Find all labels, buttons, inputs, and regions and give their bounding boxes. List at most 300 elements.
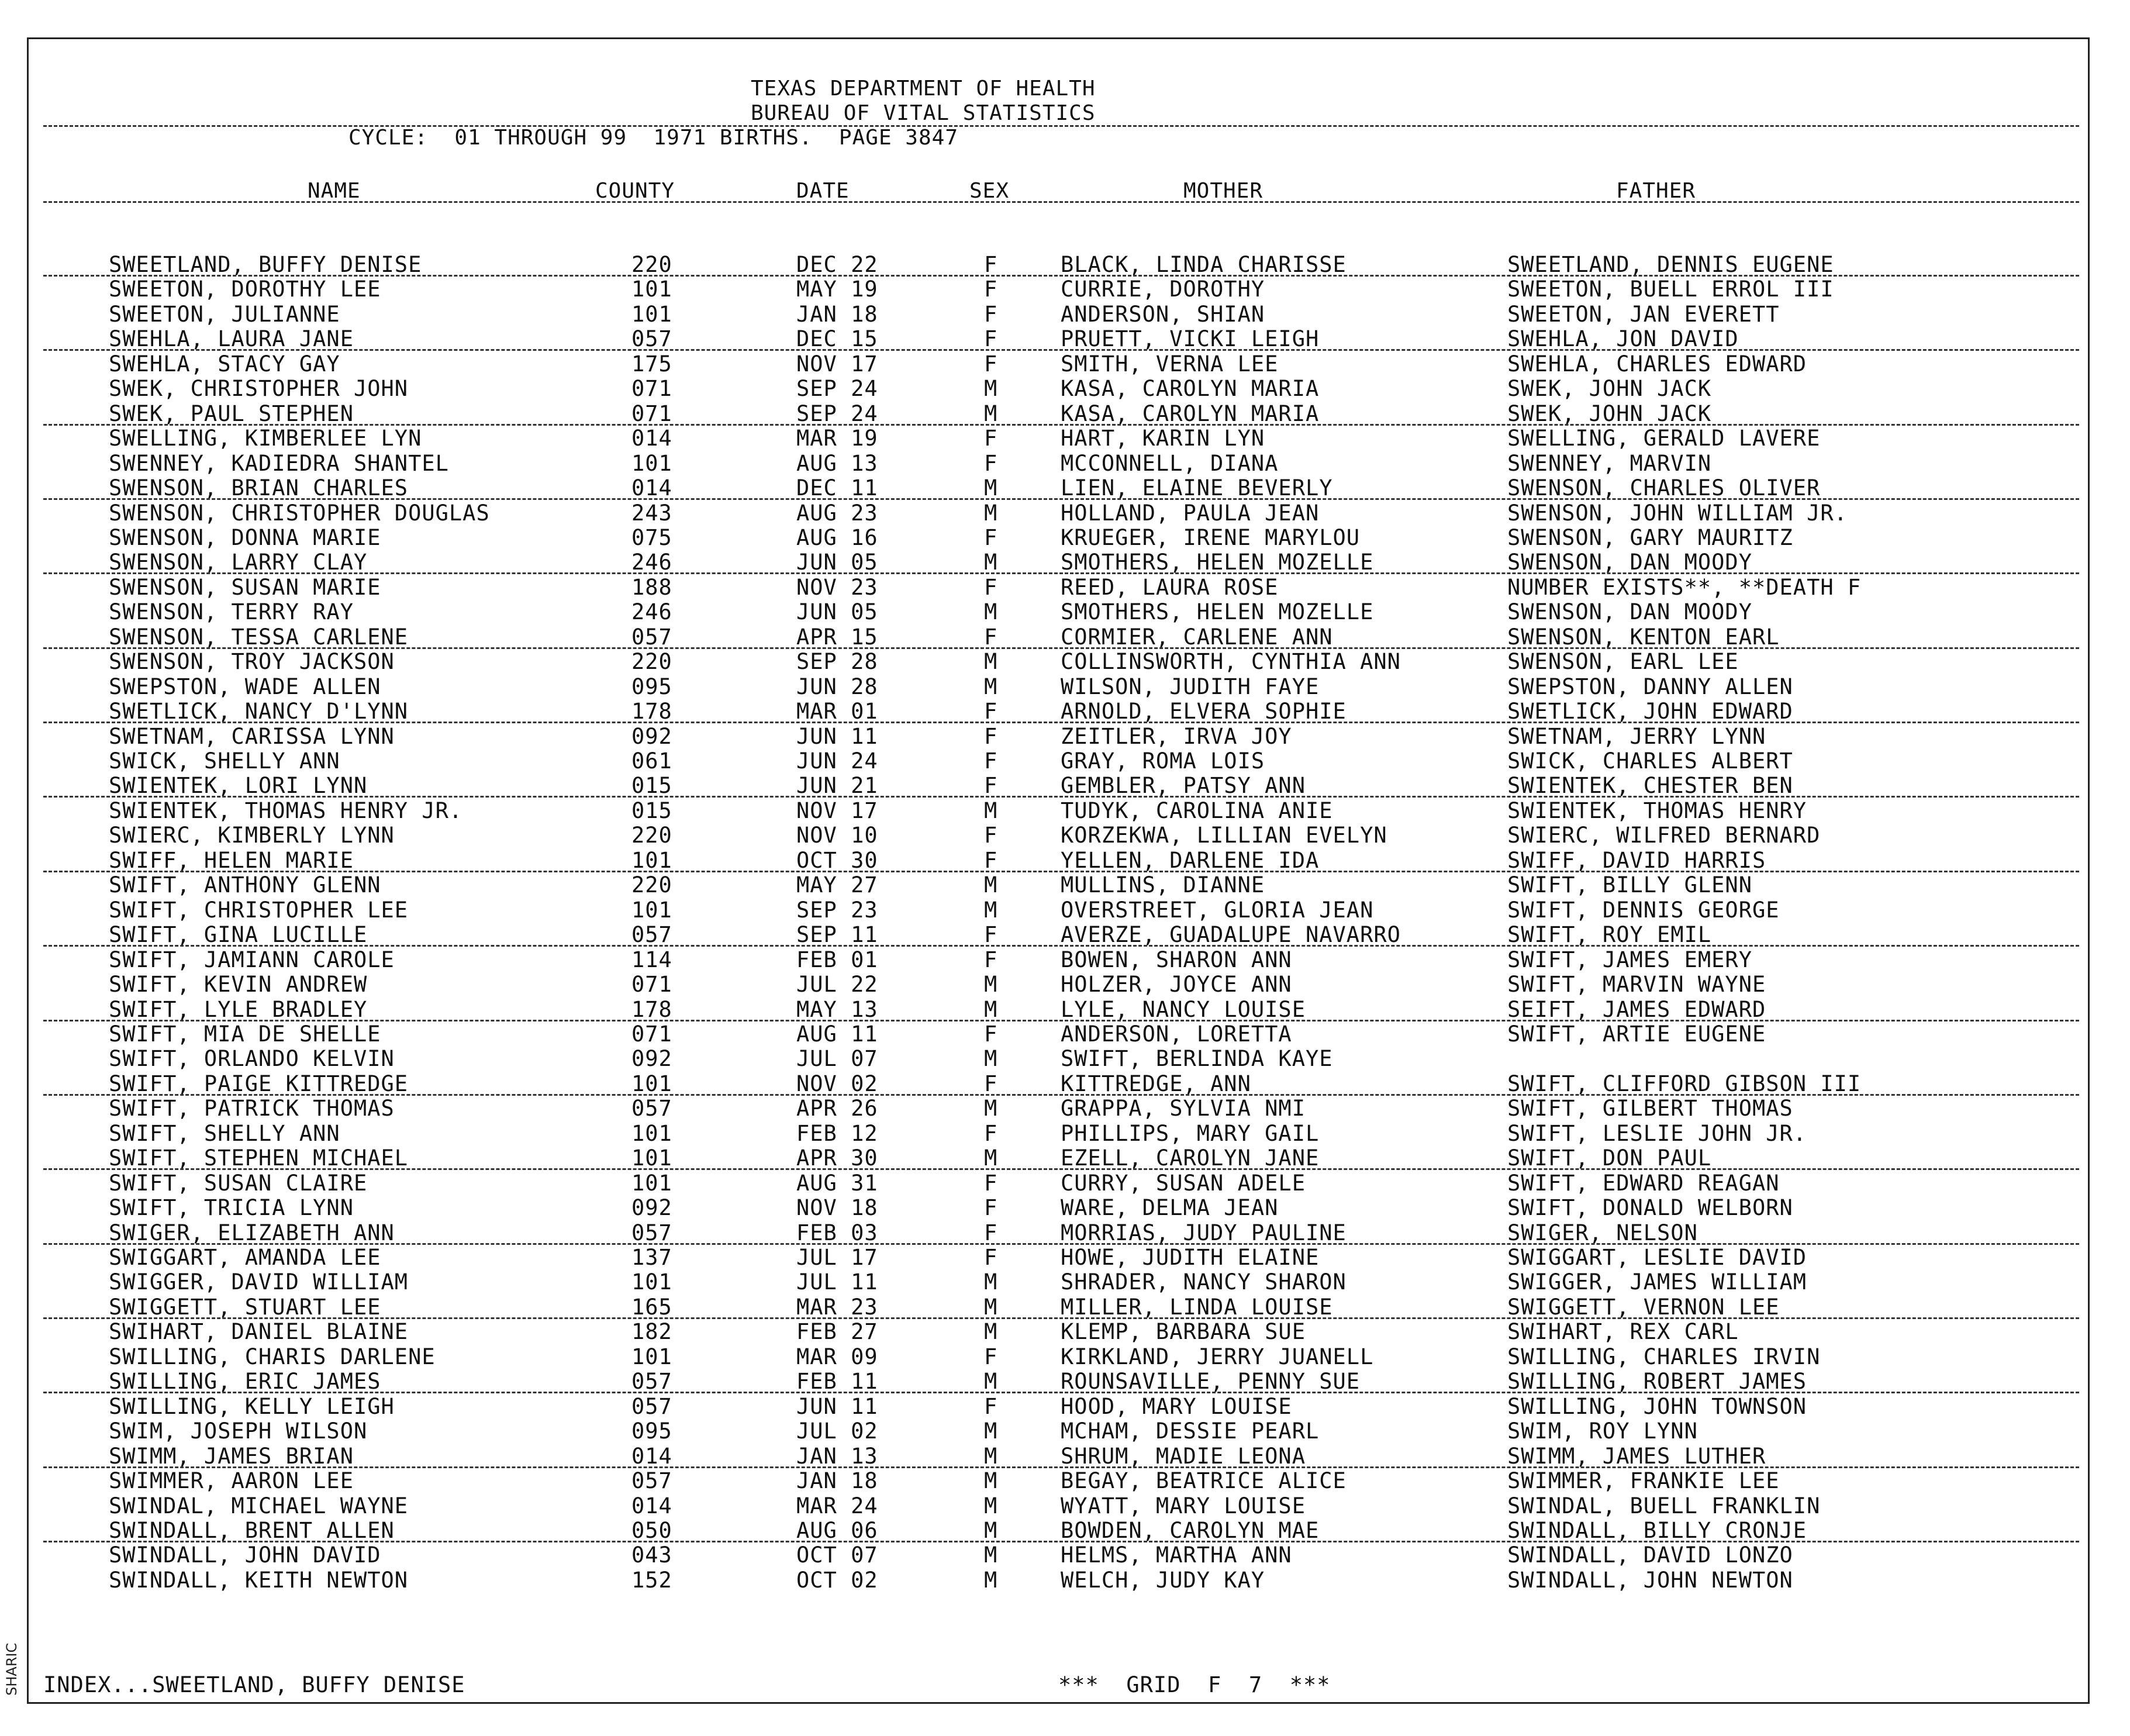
cell-father: SWENSON, GARY MAURITZ: [1507, 524, 1793, 550]
cell-mother: SWIFT, BERLINDA KAYE: [1061, 1046, 1333, 1072]
cell-father: SWILLING, CHARLES IRVIN: [1507, 1344, 1821, 1369]
cell-date: JUL 11: [796, 1269, 878, 1295]
row-rule: [43, 498, 2079, 500]
cell-county: 015: [631, 773, 672, 799]
cell-date: SEP 11: [796, 922, 878, 948]
cell-name: SWEHLA, LAURA JANE: [109, 326, 354, 352]
cell-mother: SMOTHERS, HELEN MOZELLE: [1061, 599, 1374, 625]
cell-date: DEC 11: [796, 475, 878, 501]
cell-date: FEB 03: [796, 1220, 878, 1245]
cell-mother: HART, KARIN LYN: [1061, 426, 1265, 451]
cell-county: 014: [631, 426, 672, 451]
cell-date: JUL 22: [796, 972, 878, 998]
cell-mother: AVERZE, GUADALUPE NAVARRO: [1061, 922, 1401, 948]
cell-date: JUN 21: [796, 773, 878, 799]
cell-sex: M: [984, 674, 998, 699]
cell-date: FEB 11: [796, 1369, 878, 1395]
cell-county: 043: [631, 1542, 672, 1568]
table-row: [0, 1171, 2130, 1196]
row-rule: [43, 349, 2079, 351]
cell-father: SWEHLA, CHARLES EDWARD: [1507, 351, 1807, 377]
cell-date: MAR 19: [796, 426, 878, 451]
column-header-name: NAME: [308, 179, 361, 203]
table-row: [0, 1121, 2130, 1146]
cell-father: SWIENTEK, THOMAS HENRY: [1507, 798, 1807, 823]
table-row: [0, 1395, 2130, 1419]
table-row: [0, 898, 2130, 923]
cell-county: 182: [631, 1319, 672, 1345]
table-row: [0, 327, 2130, 351]
cell-father: SWIFT, JAMES EMERY: [1507, 947, 1752, 972]
cell-name: SWENNEY, KADIEDRA SHANTEL: [109, 450, 449, 476]
cell-father: SWIFT, DON PAUL: [1507, 1145, 1712, 1171]
cell-name: SWIHART, DANIEL BLAINE: [109, 1319, 409, 1345]
cell-mother: ANDERSON, SHIAN: [1061, 301, 1265, 327]
cell-date: JUN 11: [796, 1393, 878, 1419]
cell-sex: M: [984, 798, 998, 823]
table-row: [0, 1022, 2130, 1047]
header-bureau: BUREAU OF VITAL STATISTICS: [751, 101, 1096, 125]
cell-name: SWIFT, GINA LUCILLE: [109, 922, 368, 948]
table-row: [0, 1047, 2130, 1071]
cell-county: 188: [631, 574, 672, 600]
cell-father: SWENSON, KENTON EARL: [1507, 624, 1780, 650]
cell-date: MAR 01: [796, 699, 878, 724]
cell-mother: WELCH, JUDY KAY: [1061, 1567, 1265, 1593]
table-row: [0, 675, 2130, 699]
cell-sex: F: [984, 1245, 998, 1270]
cell-date: FEB 12: [796, 1120, 878, 1146]
cell-father: SWENNEY, MARVIN: [1507, 450, 1712, 476]
cell-date: AUG 23: [796, 500, 878, 526]
table-row: [0, 625, 2130, 650]
cell-name: SWIFT, JAMIANN CAROLE: [109, 947, 395, 972]
cell-father: SWINDAL, BUELL FRANKLIN: [1507, 1493, 1821, 1518]
cell-name: SWEETLAND, BUFFY DENISE: [109, 252, 422, 277]
cell-name: SWIGGER, DAVID WILLIAM: [109, 1269, 409, 1295]
cell-mother: MULLINS, DIANNE: [1061, 872, 1265, 898]
cell-name: SWEK, CHRISTOPHER JOHN: [109, 376, 409, 402]
cell-mother: CURRY, SUSAN ADELE: [1061, 1170, 1306, 1196]
table-row: [0, 451, 2130, 476]
cell-sex: F: [984, 1170, 998, 1196]
cell-sex: M: [984, 401, 998, 426]
cell-name: SWEHLA, STACY GAY: [109, 351, 340, 377]
table-row: [0, 476, 2130, 501]
cell-date: JUL 07: [796, 1046, 878, 1072]
cell-father: SWIFT, LESLIE JOHN JR.: [1507, 1120, 1807, 1146]
column-header-father: FATHER: [1616, 179, 1696, 203]
table-row: [0, 1072, 2130, 1096]
cell-name: SWIGGART, AMANDA LEE: [109, 1245, 381, 1270]
cell-sex: M: [984, 1517, 998, 1543]
cell-name: SWILLING, KELLY LEIGH: [109, 1393, 395, 1419]
cell-sex: F: [984, 426, 998, 451]
cell-father: SWIHART, REX CARL: [1507, 1319, 1739, 1345]
cell-county: 243: [631, 500, 672, 526]
side-label: SHARIC: [4, 1642, 20, 1696]
cell-county: 101: [631, 1344, 672, 1369]
cell-mother: TUDYK, CAROLINA ANIE: [1061, 798, 1333, 823]
cell-county: 101: [631, 847, 672, 873]
cell-mother: LIEN, ELAINE BEVERLY: [1061, 475, 1333, 501]
cell-county: 101: [631, 1145, 672, 1171]
cell-county: 075: [631, 524, 672, 550]
cell-mother: HOOD, MARY LOUISE: [1061, 1393, 1292, 1419]
cell-county: 220: [631, 252, 672, 277]
table-row: [0, 1320, 2130, 1344]
cell-name: SWILLING, CHARIS DARLENE: [109, 1344, 436, 1369]
column-header-sex: SEX: [969, 179, 1010, 203]
cell-mother: EZELL, CAROLYN JANE: [1061, 1145, 1320, 1171]
cell-sex: F: [984, 574, 998, 600]
cell-father: SWICK, CHARLES ALBERT: [1507, 748, 1793, 774]
table-row: [0, 1419, 2130, 1444]
cell-name: SWINDALL, KEITH NEWTON: [109, 1567, 409, 1593]
cell-father: SWIFT, DONALD WELBORN: [1507, 1195, 1793, 1221]
row-rule: [43, 1392, 2079, 1393]
cell-sex: M: [984, 1319, 998, 1345]
cell-name: SWIENTEK, LORI LYNN: [109, 773, 368, 799]
cell-mother: HOLZER, JOYCE ANN: [1061, 972, 1292, 998]
cell-sex: M: [984, 1419, 998, 1444]
cell-mother: GRAPPA, SYLVIA NMI: [1061, 1096, 1306, 1121]
cell-date: APR 30: [796, 1145, 878, 1171]
cell-father: SWINDALL, BILLY CRONJE: [1507, 1517, 1807, 1543]
cell-sex: F: [984, 252, 998, 277]
cell-father: SWIFT, MARVIN WAYNE: [1507, 972, 1766, 998]
cell-mother: WILSON, JUDITH FAYE: [1061, 674, 1320, 699]
cell-sex: F: [984, 1393, 998, 1419]
cell-county: 114: [631, 947, 672, 972]
cell-sex: M: [984, 1369, 998, 1395]
cell-father: SEIFT, JAMES EDWARD: [1507, 996, 1766, 1022]
footer-grid: *** GRID F 7 ***: [1058, 1672, 1331, 1697]
cell-mother: SHRUM, MADIE LEONA: [1061, 1443, 1306, 1469]
cell-county: 101: [631, 277, 672, 302]
cell-county: 050: [631, 1517, 672, 1543]
table-row: [0, 1146, 2130, 1171]
cell-name: SWIM, JOSEPH WILSON: [109, 1419, 368, 1444]
cell-mother: REED, LAURA ROSE: [1061, 574, 1279, 600]
cell-sex: F: [984, 326, 998, 352]
table-row: [0, 1345, 2130, 1369]
cell-date: APR 26: [796, 1096, 878, 1121]
cell-father: SWEPSTON, DANNY ALLEN: [1507, 674, 1793, 699]
cell-sex: F: [984, 947, 998, 972]
cell-father: SWEETON, BUELL ERROL III: [1507, 277, 1834, 302]
cell-name: SWIFT, PATRICK THOMAS: [109, 1096, 395, 1121]
cell-county: 057: [631, 1220, 672, 1245]
cell-mother: MILLER, LINDA LOUISE: [1061, 1294, 1333, 1320]
cell-father: SWIFT, CLIFFORD GIBSON III: [1507, 1071, 1862, 1096]
table-row: [0, 1568, 2130, 1593]
cell-mother: HELMS, MARTHA ANN: [1061, 1542, 1292, 1568]
table-row: [0, 724, 2130, 749]
cell-sex: F: [984, 773, 998, 799]
cell-father: SWEETON, JAN EVERETT: [1507, 301, 1780, 327]
cell-county: 246: [631, 599, 672, 625]
cell-name: SWIFT, KEVIN ANDREW: [109, 972, 368, 998]
cell-county: 101: [631, 897, 672, 923]
header-agency: TEXAS DEPARTMENT OF HEALTH: [751, 77, 1096, 101]
table-row: [0, 277, 2130, 302]
table-row: [0, 402, 2130, 426]
table-row: [0, 998, 2130, 1022]
cell-sex: M: [984, 1542, 998, 1568]
cell-date: MAY 19: [796, 277, 878, 302]
cell-sex: M: [984, 996, 998, 1022]
cell-name: SWIGGETT, STUART LEE: [109, 1294, 381, 1320]
cell-sex: M: [984, 1096, 998, 1121]
cell-sex: M: [984, 897, 998, 923]
cell-father: SWENSON, DAN MOODY: [1507, 550, 1752, 575]
row-rule: [43, 572, 2079, 574]
cell-father: SWINDALL, DAVID LONZO: [1507, 1542, 1793, 1568]
cell-county: 071: [631, 972, 672, 998]
cell-county: 137: [631, 1245, 672, 1270]
cell-name: SWEPSTON, WADE ALLEN: [109, 674, 381, 699]
cell-sex: M: [984, 550, 998, 575]
cell-mother: KASA, CAROLYN MARIA: [1061, 401, 1320, 426]
cell-sex: M: [984, 1046, 998, 1072]
cell-sex: M: [984, 599, 998, 625]
cell-date: OCT 02: [796, 1567, 878, 1593]
cell-date: AUG 16: [796, 524, 878, 550]
table-row: [0, 426, 2130, 451]
cell-mother: OVERSTREET, GLORIA JEAN: [1061, 897, 1374, 923]
table-row: [0, 948, 2130, 972]
cell-county: 057: [631, 624, 672, 650]
cell-name: SWIFT, STEPHEN MICHAEL: [109, 1145, 409, 1171]
cell-county: 092: [631, 1195, 672, 1221]
table-row: [0, 1096, 2130, 1121]
table-row: [0, 823, 2130, 848]
row-rule: [43, 945, 2079, 947]
cell-mother: MCCONNELL, DIANA: [1061, 450, 1279, 476]
cell-name: SWINDAL, MICHAEL WAYNE: [109, 1493, 409, 1518]
cell-sex: F: [984, 847, 998, 873]
cell-sex: F: [984, 748, 998, 774]
cell-county: 246: [631, 550, 672, 575]
cell-date: DEC 22: [796, 252, 878, 277]
cell-mother: GRAY, ROMA LOIS: [1061, 748, 1265, 774]
cell-sex: M: [984, 1269, 998, 1295]
cell-name: SWICK, SHELLY ANN: [109, 748, 340, 774]
cell-county: 057: [631, 1468, 672, 1494]
cell-county: 165: [631, 1294, 672, 1320]
cell-county: 057: [631, 922, 672, 948]
cell-county: 014: [631, 475, 672, 501]
cell-father: SWIERC, WILFRED BERNARD: [1507, 823, 1821, 848]
cell-mother: ZEITLER, IRVA JOY: [1061, 723, 1292, 749]
table-row: [0, 873, 2130, 898]
cell-father: SWIMM, JAMES LUTHER: [1507, 1443, 1766, 1469]
cell-date: JUN 24: [796, 748, 878, 774]
table-row: [0, 302, 2130, 327]
column-header-county: COUNTY: [595, 179, 675, 203]
cell-name: SWIENTEK, THOMAS HENRY JR.: [109, 798, 463, 823]
table-row: [0, 774, 2130, 798]
cell-sex: M: [984, 475, 998, 501]
cell-name: SWETLICK, NANCY D'LYNN: [109, 699, 409, 724]
cell-county: 061: [631, 748, 672, 774]
cell-mother: CORMIER, CARLENE ANN: [1061, 624, 1333, 650]
cell-mother: BOWEN, SHARON ANN: [1061, 947, 1292, 972]
cell-mother: KASA, CAROLYN MARIA: [1061, 376, 1320, 402]
cell-sex: F: [984, 1195, 998, 1221]
cell-date: SEP 23: [796, 897, 878, 923]
header-cycle: CYCLE: 01 THROUGH 99 1971 BIRTHS. PAGE 3847: [348, 126, 958, 150]
cell-name: SWIFT, PAIGE KITTREDGE: [109, 1071, 409, 1096]
table-row: [0, 1369, 2130, 1394]
cell-father: SWENSON, EARL LEE: [1507, 649, 1739, 675]
cell-county: 101: [631, 450, 672, 476]
cell-father: SWIGGART, LESLIE DAVID: [1507, 1245, 1807, 1270]
cell-mother: WARE, DELMA JEAN: [1061, 1195, 1279, 1221]
cell-county: 101: [631, 301, 672, 327]
row-rule: [43, 796, 2079, 798]
cell-name: SWENSON, DONNA MARIE: [109, 524, 381, 550]
table-row: [0, 377, 2130, 401]
cell-mother: PHILLIPS, MARY GAIL: [1061, 1120, 1320, 1146]
table-row: [0, 749, 2130, 774]
cell-father: NUMBER EXISTS**, **DEATH F: [1507, 574, 1862, 600]
cell-date: NOV 10: [796, 823, 878, 848]
cell-father: SWIGGER, JAMES WILLIAM: [1507, 1269, 1807, 1295]
cell-date: JUN 05: [796, 550, 878, 575]
cell-sex: F: [984, 1071, 998, 1096]
cell-father: SWIFT, GILBERT THOMAS: [1507, 1096, 1793, 1121]
cell-date: MAY 27: [796, 872, 878, 898]
cell-father: SWEK, JOHN JACK: [1507, 376, 1712, 402]
table-row: [0, 1196, 2130, 1220]
cell-name: SWEETON, DOROTHY LEE: [109, 277, 381, 302]
table-row: [0, 1221, 2130, 1245]
cell-date: OCT 30: [796, 847, 878, 873]
cell-mother: ARNOLD, ELVERA SOPHIE: [1061, 699, 1347, 724]
cell-date: APR 15: [796, 624, 878, 650]
cell-county: 057: [631, 1393, 672, 1419]
cell-sex: M: [984, 1468, 998, 1494]
cell-name: SWIFT, SHELLY ANN: [109, 1120, 340, 1146]
table-row: [0, 799, 2130, 823]
cell-name: SWIFT, LYLE BRADLEY: [109, 996, 368, 1022]
cell-name: SWIMM, JAMES BRIAN: [109, 1443, 354, 1469]
column-header-mother: MOTHER: [1183, 179, 1263, 203]
cell-name: SWIFT, ORLANDO KELVIN: [109, 1046, 395, 1072]
cell-mother: HOLLAND, PAULA JEAN: [1061, 500, 1320, 526]
cell-county: 015: [631, 798, 672, 823]
cell-sex: F: [984, 1120, 998, 1146]
cell-name: SWIFF, HELEN MARIE: [109, 847, 354, 873]
cell-name: SWIFT, ANTHONY GLENN: [109, 872, 381, 898]
cell-mother: SHRADER, NANCY SHARON: [1061, 1269, 1347, 1295]
cell-date: JUN 28: [796, 674, 878, 699]
cell-date: JAN 13: [796, 1443, 878, 1469]
cell-county: 178: [631, 699, 672, 724]
table-row: [0, 972, 2130, 997]
row-rule: [43, 722, 2079, 723]
cell-mother: GEMBLER, PATSY ANN: [1061, 773, 1306, 799]
cell-county: 057: [631, 1096, 672, 1121]
cell-county: 101: [631, 1269, 672, 1295]
cell-mother: HOWE, JUDITH ELAINE: [1061, 1245, 1320, 1270]
cell-mother: SMITH, VERNA LEE: [1061, 351, 1279, 377]
cell-sex: F: [984, 1344, 998, 1369]
cell-county: 057: [631, 326, 672, 352]
cell-father: SWILLING, ROBERT JAMES: [1507, 1369, 1807, 1395]
cell-mother: MCHAM, DESSIE PEARL: [1061, 1419, 1320, 1444]
cell-mother: YELLEN, DARLENE IDA: [1061, 847, 1320, 873]
cell-father: SWETNAM, JERRY LYNN: [1507, 723, 1766, 749]
cell-father: SWIENTEK, CHESTER BEN: [1507, 773, 1793, 799]
cell-name: SWIFT, MIA DE SHELLE: [109, 1021, 381, 1047]
table-row: [0, 848, 2130, 873]
table-row: [0, 1245, 2130, 1270]
cell-date: JAN 18: [796, 301, 878, 327]
cell-county: 092: [631, 723, 672, 749]
cell-date: NOV 18: [796, 1195, 878, 1221]
cell-father: SWIGER, NELSON: [1507, 1220, 1698, 1245]
cell-date: JUN 11: [796, 723, 878, 749]
cell-mother: BLACK, LINDA CHARISSE: [1061, 252, 1347, 277]
cell-father: SWETLICK, JOHN EDWARD: [1507, 699, 1793, 724]
cell-sex: F: [984, 351, 998, 377]
cell-date: NOV 17: [796, 798, 878, 823]
cell-sex: M: [984, 376, 998, 402]
cell-mother: SMOTHERS, HELEN MOZELLE: [1061, 550, 1374, 575]
column-header-date: DATE: [796, 179, 850, 203]
cell-father: SWIFT, ARTIE EUGENE: [1507, 1021, 1766, 1047]
cell-date: SEP 24: [796, 401, 878, 426]
cell-mother: PRUETT, VICKI LEIGH: [1061, 326, 1320, 352]
cell-date: JUN 05: [796, 599, 878, 625]
cell-name: SWENSON, TESSA CARLENE: [109, 624, 409, 650]
cell-name: SWEETON, JULIANNE: [109, 301, 340, 327]
cell-date: JUL 02: [796, 1419, 878, 1444]
cell-date: MAR 24: [796, 1493, 878, 1518]
table-row: [0, 526, 2130, 550]
table-row: [0, 1444, 2130, 1469]
cell-date: JAN 18: [796, 1468, 878, 1494]
cell-county: 178: [631, 996, 672, 1022]
table-row: [0, 550, 2130, 575]
cell-date: FEB 01: [796, 947, 878, 972]
cell-father: SWEHLA, JON DAVID: [1507, 326, 1739, 352]
table-row: [0, 1469, 2130, 1493]
cell-father: SWIFT, ROY EMIL: [1507, 922, 1712, 948]
cell-name: SWENSON, LARRY CLAY: [109, 550, 368, 575]
cell-name: SWEK, PAUL STEPHEN: [109, 401, 354, 426]
cell-date: JUL 17: [796, 1245, 878, 1270]
cell-mother: COLLINSWORTH, CYNTHIA ANN: [1061, 649, 1401, 675]
cell-county: 152: [631, 1567, 672, 1593]
cell-father: SWILLING, JOHN TOWNSON: [1507, 1393, 1807, 1419]
cell-date: SEP 28: [796, 649, 878, 675]
cell-name: SWIMMER, AARON LEE: [109, 1468, 354, 1494]
cell-name: SWINDALL, BRENT ALLEN: [109, 1517, 395, 1543]
cell-date: DEC 15: [796, 326, 878, 352]
table-row: [0, 650, 2130, 674]
cell-sex: F: [984, 450, 998, 476]
cell-date: AUG 13: [796, 450, 878, 476]
cell-sex: F: [984, 723, 998, 749]
cell-sex: F: [984, 624, 998, 650]
cell-county: 101: [631, 1120, 672, 1146]
cell-name: SWIERC, KIMBERLY LYNN: [109, 823, 395, 848]
cell-father: SWEETLAND, DENNIS EUGENE: [1507, 252, 1834, 277]
